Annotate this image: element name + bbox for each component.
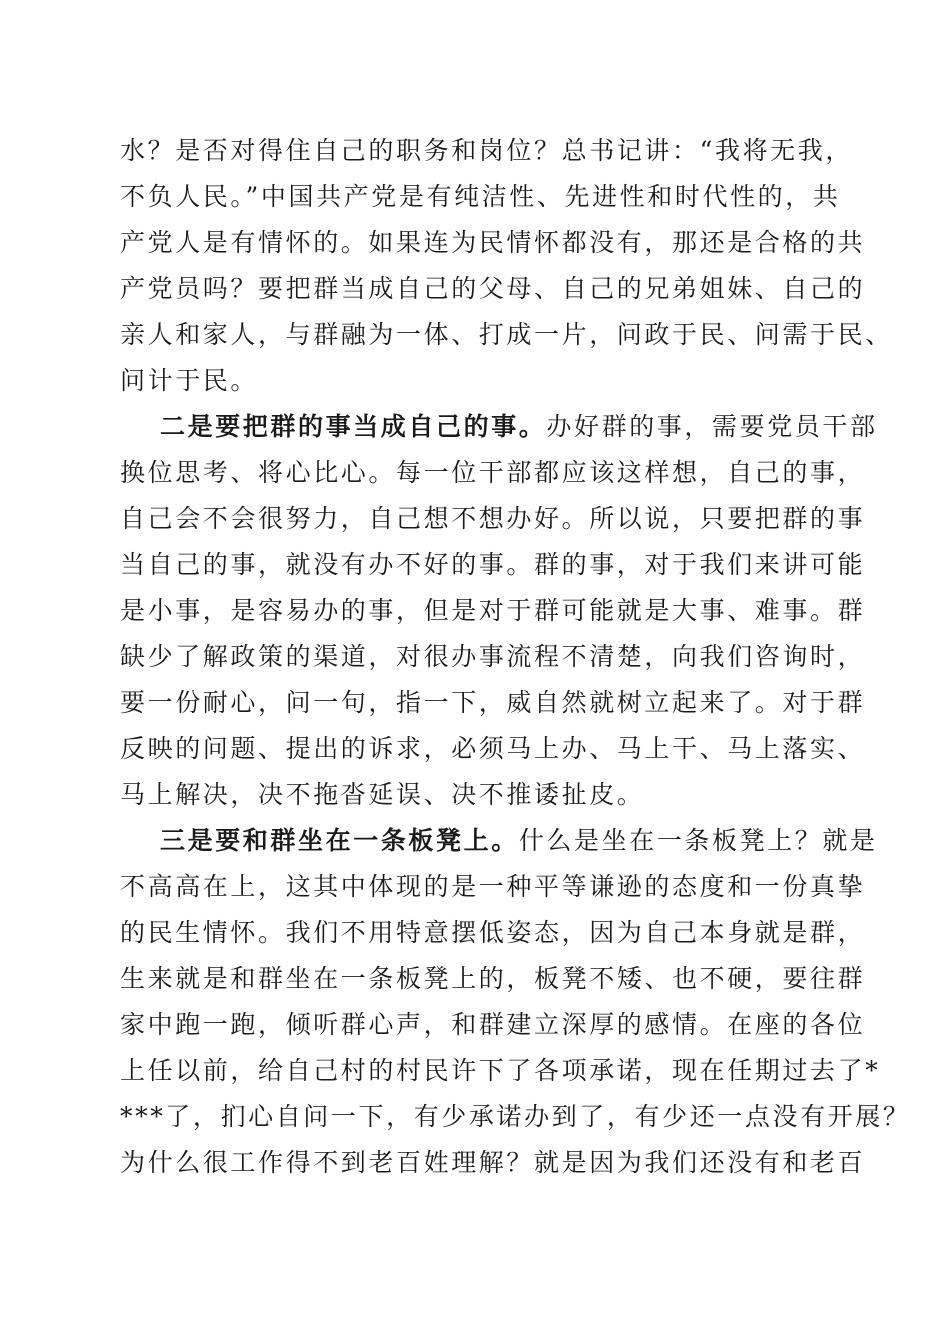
paragraph-2-first-line-rest: 办好群的事，需要党员干部 bbox=[546, 412, 878, 441]
paragraph-3-line-8: 为什么很工作得不到老百姓理解？就是因为我们还没有和老百 bbox=[120, 1148, 866, 1177]
paragraph-3-line-4: 生来就是和群坐在一条板凳上的，板凳不矮、也不硬，要往群 bbox=[120, 964, 866, 993]
paragraph-2-line-4: 当自己的事，就没有办不好的事。群的事，对于我们来讲可能 bbox=[120, 550, 866, 579]
paragraph-1-line-6: 问计于民。 bbox=[120, 366, 259, 395]
paragraph-3-line-3: 的民生情怀。我们不用特意摆低姿态，因为自己本身就是群， bbox=[120, 918, 866, 947]
paragraph-2-line-2: 换位思考、将心比心。每一位干部都应该这样想，自己的事， bbox=[120, 458, 866, 487]
paragraph-2-line-9: 马上解决，决不拖沓延误、决不推诿扯皮。 bbox=[120, 780, 645, 809]
paragraph-3-line-2: 不高高在上，这其中体现的是一种平等谦逊的态度和一份真挚 bbox=[120, 872, 866, 901]
paragraph-1-line-2: 不负人民。”中国共产党是有纯洁性、先进性和时代性的，共 bbox=[120, 182, 841, 211]
paragraph-2-heading: 二是要把群的事当成自己的事。 bbox=[160, 412, 547, 441]
paragraph-3-heading: 三是要和群坐在一条板凳上。 bbox=[160, 826, 519, 855]
paragraph-2-line-6: 缺少了解政策的渠道，对很办事流程不清楚，向我们咨询时， bbox=[120, 642, 866, 671]
paragraph-2-line-3: 自己会不会很努力，自己想不想办好。所以说，只要把群的事 bbox=[120, 504, 866, 533]
paragraph-3-line-6: 上任以前，给自己村的村民许下了各项承诺，现在任期过去了* bbox=[120, 1056, 881, 1085]
paragraph-3-line-7: ***了，扪心自问一下，有少承诺办到了，有少还一点没有开展？ bbox=[120, 1102, 911, 1131]
paragraph-2-line-1 bbox=[160, 411, 878, 443]
paragraph-1-line-1: 水？是否对得住自己的职务和岗位？总书记讲：“我将无我， bbox=[120, 136, 853, 165]
paragraph-2-line-7: 要一份耐心，问一句，指一下，威自然就树立起来了。对于群 bbox=[120, 688, 866, 717]
paragraph-1-line-3: 产党人是有情怀的。如果连为民情怀都没有，那还是合格的共 bbox=[120, 228, 866, 257]
paragraph-3-line-1 bbox=[160, 825, 878, 857]
paragraph-2-line-5: 是小事，是容易办的事，但是对于群可能就是大事、难事。群 bbox=[120, 596, 866, 625]
paragraph-1-line-5: 亲人和家人，与群融为一体、打成一片，问政于民、问需于民、 bbox=[120, 320, 893, 349]
paragraph-1-line-4: 产党员吗？要把群当成自己的父母、自己的兄弟姐妹、自己的 bbox=[120, 274, 866, 303]
paragraph-3-line-5: 家中跑一跑，倾听群心声，和群建立深厚的感情。在座的各位 bbox=[120, 1010, 866, 1039]
paragraph-3-first-line-rest: 什么是坐在一条板凳上？就是 bbox=[518, 826, 878, 855]
paragraph-2-line-8: 反映的问题、提出的诉求，必须马上办、马上干、马上落实、 bbox=[120, 734, 866, 763]
